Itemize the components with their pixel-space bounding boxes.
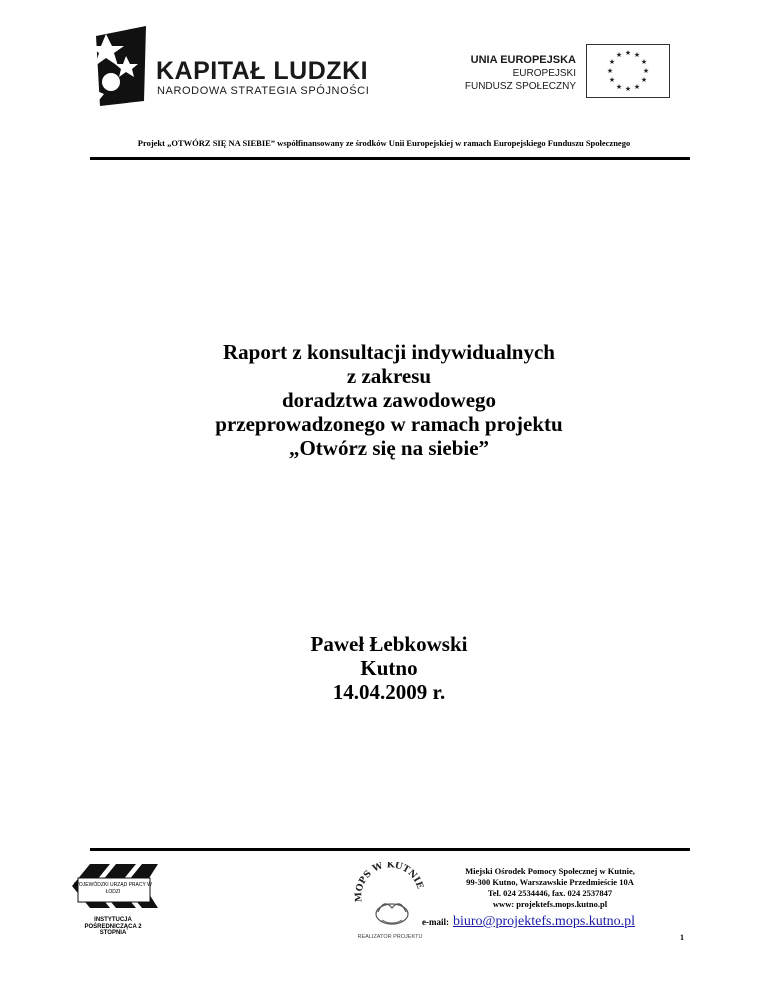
address-line-4: www: projektefs.mops.kutno.pl bbox=[492, 899, 608, 909]
eu-line-1: UNIA EUROPEJSKA bbox=[470, 54, 576, 66]
kapital-ludzki-subtitle: NARODOWA STRATEGIA SPÓJNOŚCI bbox=[157, 85, 370, 97]
header-divider bbox=[90, 157, 690, 160]
report-date: 14.04.2009 r. bbox=[332, 680, 446, 704]
title-line-5: „Otwórz się na siebie” bbox=[288, 436, 490, 460]
address-line-3: Tel. 024 2534446, fax. 024 2537847 bbox=[487, 888, 613, 898]
mops-hands-icon bbox=[352, 862, 428, 930]
title-line-4: przeprowadzonego w ramach projektu bbox=[215, 412, 563, 436]
svg-text:★: ★ bbox=[606, 67, 614, 75]
institution-address bbox=[440, 866, 660, 910]
wup-label bbox=[72, 882, 154, 937]
wup-name: WOJEWÓDZKI URZĄD PRACY W ŁODZI bbox=[74, 882, 152, 895]
footer-divider bbox=[90, 848, 690, 851]
eu-flag-icon bbox=[586, 44, 670, 98]
email-link[interactable]: biuro@projektefs.mops.kutno.pl bbox=[453, 914, 636, 929]
address-line-1: Miejski Ośrodek Pomocy Społecznej w Kutnie, bbox=[465, 866, 635, 876]
svg-text:MOPS W KUTNIE bbox=[354, 862, 424, 902]
title-line-1: Raport z konsultacji indywidualnych bbox=[223, 340, 555, 364]
email-label: e-mail: bbox=[422, 917, 449, 927]
mops-kutno-logo bbox=[352, 862, 428, 930]
title-line-3: doradztwa zawodowego bbox=[281, 388, 497, 412]
report-title bbox=[0, 340, 768, 460]
email-line bbox=[422, 912, 635, 930]
eu-line-3: FUNDUSZ SPOŁECZNY bbox=[464, 81, 576, 92]
svg-text:★: ★ bbox=[608, 58, 616, 66]
author-city: Kutno bbox=[360, 656, 418, 680]
svg-text:★: ★ bbox=[633, 51, 641, 59]
svg-text:★: ★ bbox=[615, 51, 623, 59]
svg-text:★: ★ bbox=[624, 85, 632, 93]
mops-logo-text: MOPS W KUTNIE bbox=[354, 862, 425, 903]
svg-text:★: ★ bbox=[615, 83, 623, 91]
svg-text:★: ★ bbox=[633, 83, 641, 91]
eu-logo-text bbox=[465, 54, 576, 93]
address-line-2: 99-300 Kutno, Warszawskie Przedmieście 10A bbox=[466, 877, 634, 887]
kapital-ludzki-title: KAPITAŁ LUDZKI bbox=[156, 57, 369, 85]
svg-text:★: ★ bbox=[640, 58, 648, 66]
author-name: Paweł Łebkowski bbox=[310, 632, 468, 656]
mops-caption: REALIZATOR PROJEKTU bbox=[357, 934, 423, 940]
svg-text:★: ★ bbox=[642, 67, 650, 75]
author-block bbox=[0, 632, 768, 704]
project-cofinancing-note: Projekt „OTWÓRZ SIĘ NA SIEBIE” współfinansowany ze środków Unii Europejskiej w ramach Europejskiego Funduszu Społecznego bbox=[137, 138, 631, 148]
wup-role: INSTYTUCJA POŚREDNICZĄCA 2 STOPNIA bbox=[84, 917, 142, 936]
svg-text:★: ★ bbox=[608, 76, 616, 84]
kapital-ludzki-emblem-icon bbox=[86, 26, 156, 116]
page-number: 1 bbox=[680, 933, 684, 942]
svg-text:★: ★ bbox=[640, 76, 648, 84]
svg-text:★: ★ bbox=[624, 49, 632, 57]
eu-line-2: EUROPEJSKI bbox=[512, 68, 576, 79]
title-line-2: z zakresu bbox=[346, 364, 432, 388]
